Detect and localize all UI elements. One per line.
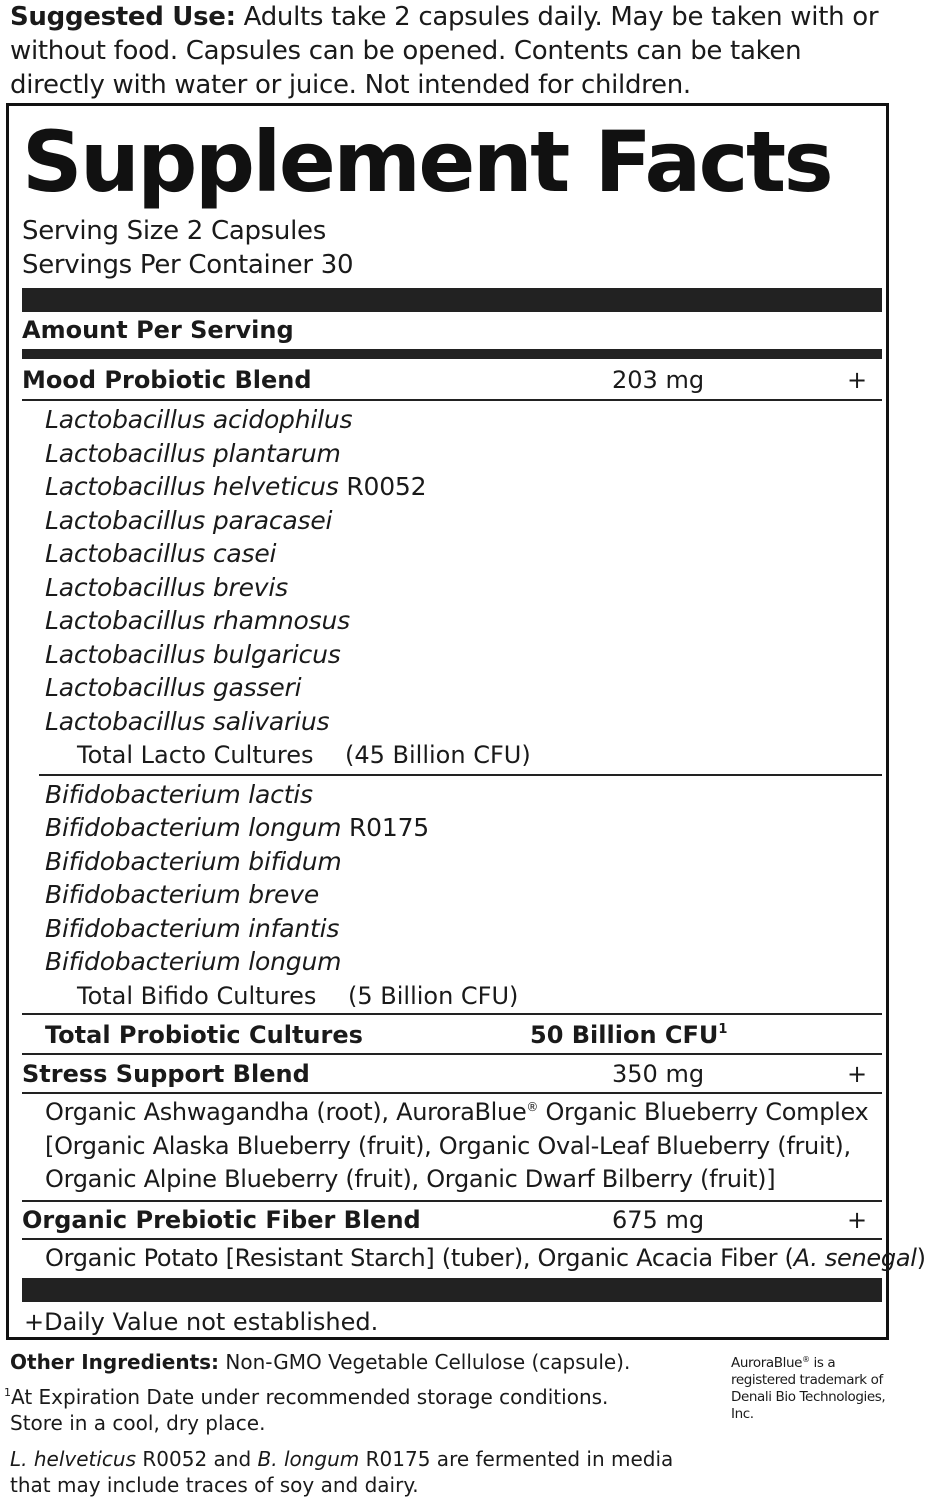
total-probiotic-value: 50 Billion CFU$^1$ bbox=[530, 1021, 728, 1049]
lacto-strain: Lactobacillus casei bbox=[45, 539, 277, 568]
footnote-mark: 1 bbox=[4, 1386, 11, 1399]
lacto-total-row bbox=[77, 738, 531, 772]
total-probiotic-row bbox=[45, 1018, 885, 1052]
serving-info bbox=[22, 214, 353, 282]
suggested-use bbox=[10, 0, 890, 102]
trademark-note: AuroraBlue® is a registered trademark of Denali Bio Technologies, Inc. bbox=[731, 1355, 886, 1422]
stress-blend-name: Stress Support Blend bbox=[22, 1060, 310, 1088]
bifido-total-label: Total Bifido Cultures bbox=[77, 982, 317, 1010]
mood-blend-amount: 203 mg bbox=[612, 366, 705, 394]
supplement-facts-panel bbox=[6, 103, 926, 1340]
mood-blend-name: Mood Probiotic Blend bbox=[22, 366, 312, 394]
total-probiotic-label: Total Probiotic Cultures bbox=[45, 1021, 363, 1049]
daily-value-note: +Daily Value not established. bbox=[24, 1308, 379, 1336]
registered-mark: ® bbox=[526, 1100, 539, 1114]
stress-blend-ingredients: Organic Ashwagandha (root), AuroraBlue® Organic Blueberry Complex [Organic Alaska Blueberry (fruit), Organic Oval-Leaf Blueberry (fruit), Organic Alpine Blueberry (fruit), Organic Dwarf Bilberry (fruit)] bbox=[45, 1098, 869, 1193]
footnote-fermentation: L. helveticus R0052 and B. longum R0175 are fermented in media that may include traces of soy and dairy. bbox=[10, 1447, 674, 1497]
mood-blend-row bbox=[22, 363, 882, 397]
prebiotic-blend-name: Organic Prebiotic Fiber Blend bbox=[22, 1206, 421, 1234]
serving-size: Serving Size 2 Capsules bbox=[22, 216, 326, 246]
other-ingredients bbox=[10, 1348, 710, 1376]
row-divider bbox=[39, 774, 882, 776]
lacto-total-cfu: (45 Billion CFU) bbox=[345, 741, 531, 769]
thick-divider bbox=[22, 1278, 882, 1302]
stress-blend-amount: 350 mg bbox=[612, 1060, 705, 1088]
lacto-strain: Lactobacillus paracasei bbox=[45, 506, 333, 535]
lacto-strain: Lactobacillus gasseri bbox=[45, 673, 302, 702]
other-ingredients-text: Non-GMO Vegetable Cellulose (capsule). bbox=[219, 1350, 631, 1374]
medium-divider bbox=[22, 349, 882, 359]
amount-per-serving-row bbox=[22, 313, 882, 347]
footnote-mark: 1 bbox=[718, 1022, 728, 1037]
thick-divider bbox=[22, 288, 882, 312]
servings-per-container: Servings Per Container 30 bbox=[22, 250, 354, 280]
bifido-strain: Bifidobacterium breve bbox=[45, 880, 319, 909]
lacto-strain: Lactobacillus brevis bbox=[45, 573, 288, 602]
prebiotic-blend-ingredients: Organic Potato [Resistant Starch] (tuber), Organic Acacia Fiber (A. senegal) bbox=[45, 1244, 926, 1272]
bifido-total-row bbox=[77, 979, 519, 1013]
bifido-strain: Bifidobacterium bifidum bbox=[45, 847, 342, 876]
lacto-strain: Lactobacillus plantarum bbox=[45, 439, 341, 468]
row-divider bbox=[22, 1092, 882, 1094]
row-divider bbox=[22, 1238, 882, 1240]
lacto-total-label: Total Lacto Cultures bbox=[77, 741, 314, 769]
lacto-strain: Lactobacillus acidophilus bbox=[45, 405, 353, 434]
prebiotic-blend-row bbox=[22, 1203, 882, 1237]
facts-title: Supplement Facts bbox=[22, 113, 832, 211]
registered-mark: ® bbox=[802, 1355, 810, 1364]
stress-blend-dv: + bbox=[847, 1060, 868, 1088]
lacto-strain: Lactobacillus rhamnosus bbox=[45, 606, 350, 635]
footnote-expiration: $^1$At Expiration Date under recommended storage conditions. Store in a cool, dry place. bbox=[4, 1385, 609, 1435]
bifido-strain: Bifidobacterium longum R0175 bbox=[45, 813, 429, 842]
other-ingredients-label: Other Ingredients: bbox=[10, 1350, 220, 1374]
bifido-strain: Bifidobacterium lactis bbox=[45, 780, 313, 809]
row-divider bbox=[22, 1200, 882, 1202]
amount-per-serving: Amount Per Serving bbox=[22, 316, 294, 344]
lacto-strain: Lactobacillus helveticus R0052 bbox=[45, 472, 427, 501]
suggested-use-label: Suggested Use: bbox=[10, 2, 236, 32]
bifido-strain: Bifidobacterium longum bbox=[45, 947, 342, 976]
lacto-strain: Lactobacillus bulgaricus bbox=[45, 640, 341, 669]
prebiotic-blend-dv: + bbox=[847, 1206, 868, 1234]
row-divider bbox=[22, 1053, 882, 1055]
row-divider bbox=[22, 399, 882, 401]
bifido-total-cfu: (5 Billion CFU) bbox=[348, 982, 519, 1010]
bifido-strain: Bifidobacterium infantis bbox=[45, 914, 340, 943]
prebiotic-blend-amount: 675 mg bbox=[612, 1206, 705, 1234]
lacto-strain: Lactobacillus salivarius bbox=[45, 707, 330, 736]
row-divider bbox=[22, 1013, 882, 1015]
suggested-use-text: Adults take 2 capsules daily. May be taken with or without food. Capsules can be opened. Contents can be taken directly with water or juice. Not intended for children. bbox=[10, 2, 879, 100]
stress-blend-row bbox=[22, 1057, 882, 1091]
mood-blend-dv: + bbox=[847, 366, 868, 394]
